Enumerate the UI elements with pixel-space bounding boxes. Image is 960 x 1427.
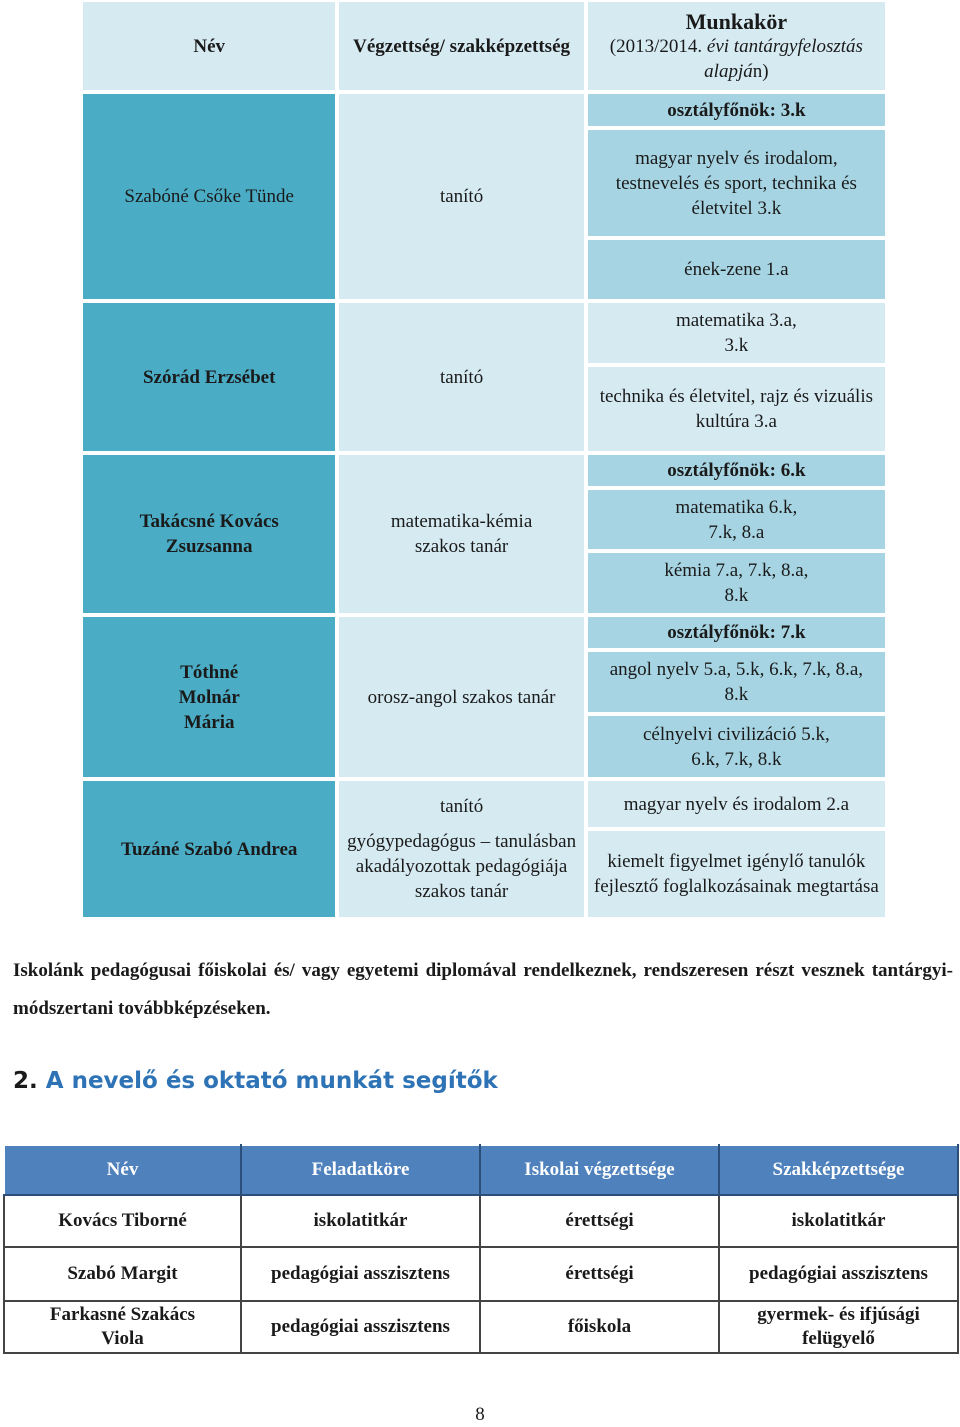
staff-duty: osztályfőnök: 3.k [586, 92, 887, 128]
staff-row [81, 615, 887, 650]
table-cell: pedagógiai asszisztens [241, 1301, 480, 1353]
table-cell: gyermek- és ifjúsági felügyelő [719, 1301, 958, 1353]
staff-duty: magyar nyelv és irodalom 2.a [586, 779, 887, 829]
table-cell: Kovács Tiborné [4, 1195, 241, 1247]
staff-duty: osztályfőnök: 7.k [586, 615, 887, 650]
staff-name: Tóthné Molnár Mária [81, 615, 337, 779]
header-cell: Feladatköre [241, 1145, 480, 1195]
header-job-title: Munkakör [685, 8, 788, 34]
staff-duty: angol nyelv 5.a, 5.k, 6.k, 7.k, 8.a, 8.k [586, 650, 887, 714]
table-cell: érettségi [480, 1247, 719, 1301]
staff-row [81, 453, 887, 488]
staff-row [81, 92, 887, 128]
table-row [4, 1301, 958, 1353]
staff-row [81, 301, 887, 365]
table-row [4, 1247, 958, 1301]
header-cell: Iskolai végzettsége [480, 1145, 719, 1195]
table-cell: Farkasné Szakács Viola [4, 1301, 241, 1353]
staff-duty: célnyelvi civilizáció 5.k, 6.k, 7.k, 8.k [586, 714, 887, 779]
staff-duty: matematika 3.a, 3.k [586, 301, 887, 365]
table-cell: érettségi [480, 1195, 719, 1247]
staff-education: matematika-kémia szakos tanár [337, 453, 585, 615]
staff-education: orosz-angol szakos tanár [337, 615, 585, 779]
staff-name: Tuzáné Szabó Andrea [81, 779, 337, 919]
qualification-paragraph: Iskolánk pedagógusai főiskolai és/ vagy egyetemi diplomával rendelkeznek, rendszeresen részt vesznek tantárgyi-módszertani továbbképzéseken. [13, 960, 953, 1019]
table-cell: iskolatitkár [719, 1195, 958, 1247]
staff-name: Szórád Erzsébet [81, 301, 337, 453]
header-cell: Szakképzettsége [719, 1145, 958, 1195]
header-job-note: (2013/2014. évi tantárgyfelosztás alapján) [609, 35, 863, 82]
table-row [4, 1195, 958, 1247]
staff-education: tanító gyógypedagógus – tanulásban akadályozottak pedagógiája szakos tanár [337, 779, 585, 919]
header-education: Végzettség/ szakképzettség [337, 0, 585, 92]
staff-duty: osztályfőnök: 6.k [586, 453, 887, 488]
section-heading [13, 1068, 498, 1094]
staff-duty: technika és életvitel, rajz és vizuális kultúra 3.a [586, 365, 887, 453]
staff-duty: matematika 6.k, 7.k, 8.a [586, 488, 887, 551]
table-cell: pedagógiai asszisztens [719, 1247, 958, 1301]
page-number: 8 [475, 1404, 485, 1425]
staff-duty: ének-zene 1.a [586, 238, 887, 301]
header-name: Név [81, 0, 337, 92]
section-title: A nevelő és oktató munkát segítők [45, 1068, 498, 1094]
header-cell: Név [4, 1145, 241, 1195]
table-cell: iskolatitkár [241, 1195, 480, 1247]
table-cell: pedagógiai asszisztens [241, 1247, 480, 1301]
staff-table-header [81, 0, 887, 92]
staff-education: tanító [337, 301, 585, 453]
staff-duty: kémia 7.a, 7.k, 8.a, 8.k [586, 551, 887, 615]
staff-row [81, 779, 887, 829]
header-job [586, 0, 887, 92]
table-cell: főiskola [480, 1301, 719, 1353]
support-staff-table [3, 1144, 959, 1354]
staff-duty: kiemelt figyelmet igénylő tanulók fejlesztő foglalkozásainak megtartása [586, 829, 887, 919]
support-table-header [4, 1145, 958, 1195]
staff-name: Szabóné Csőke Tünde [81, 92, 337, 301]
staff-education: tanító [337, 92, 585, 301]
staff-duty: magyar nyelv és irodalom, testnevelés és sport, technika és életvitel 3.k [586, 128, 887, 238]
staff-table [81, 0, 887, 919]
section-number: 2. [13, 1068, 38, 1094]
table-cell: Szabó Margit [4, 1247, 241, 1301]
staff-name: Takácsné Kovács Zsuzsanna [81, 453, 337, 615]
